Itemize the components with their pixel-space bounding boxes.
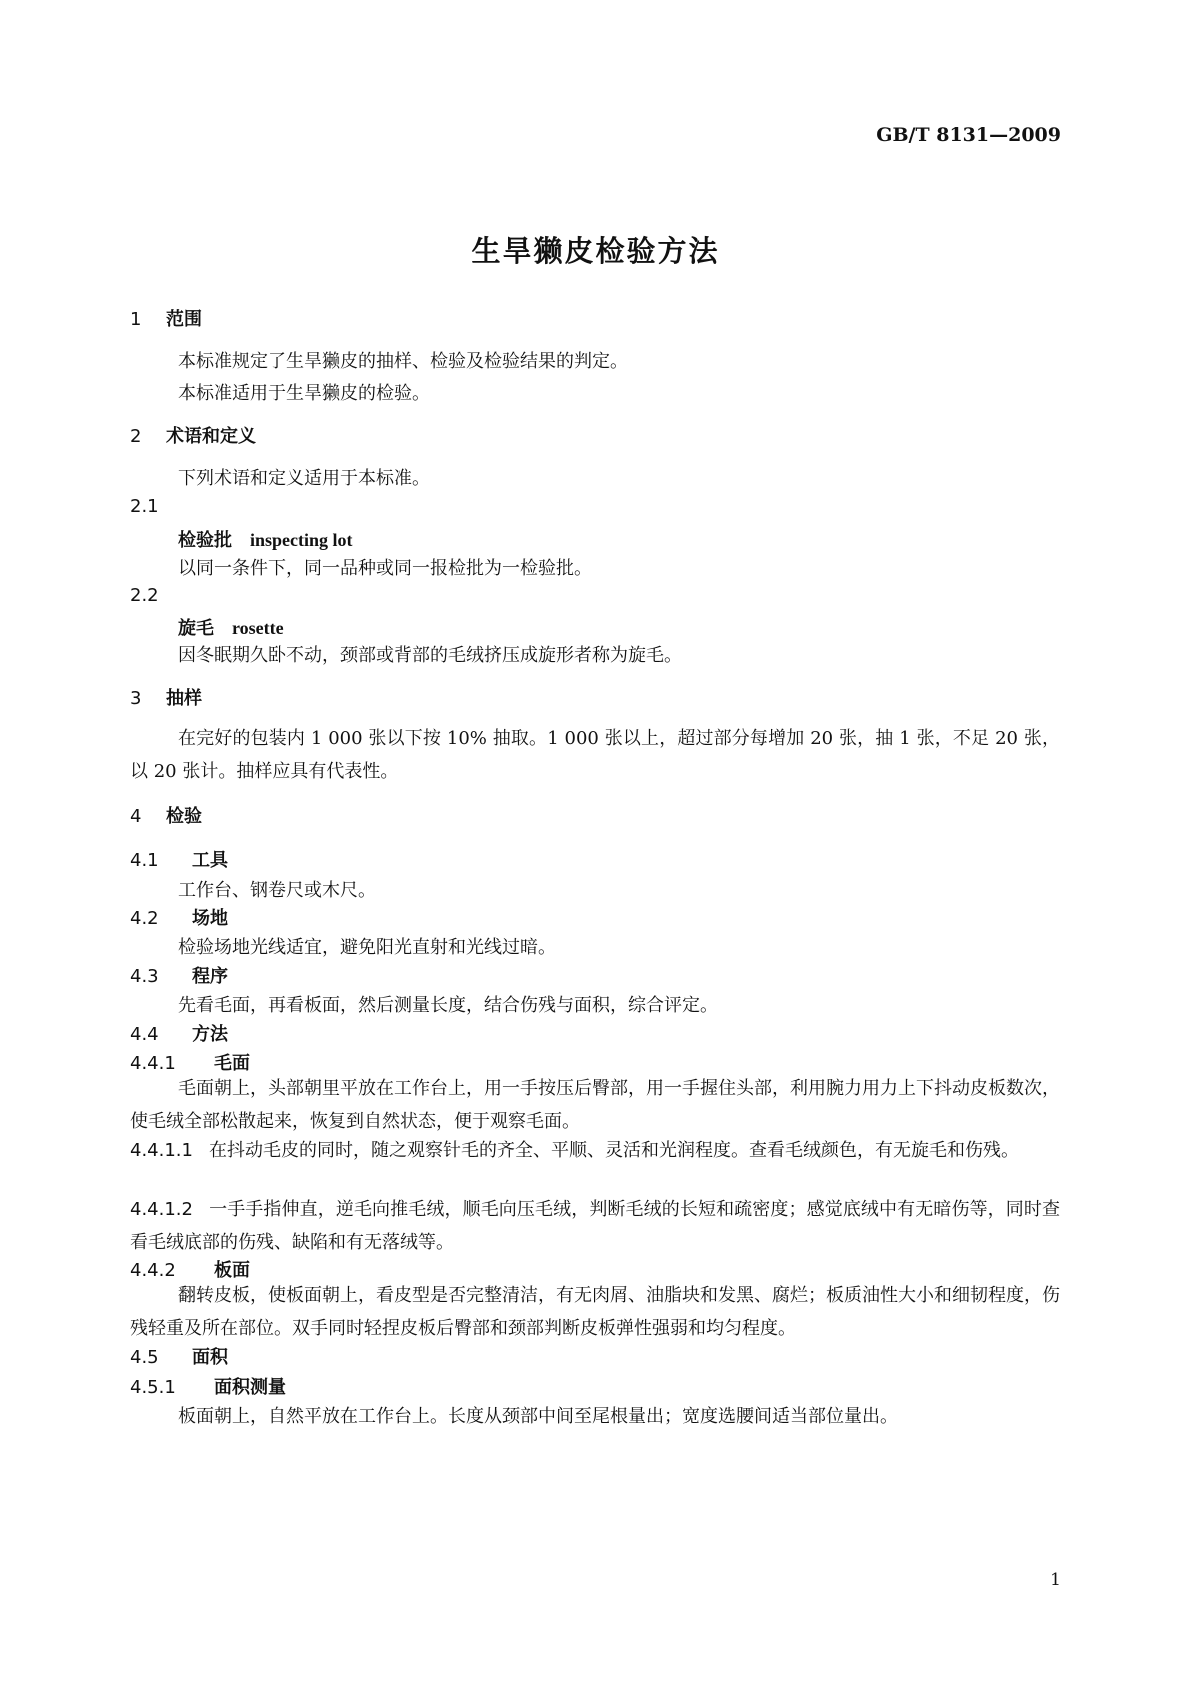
subsection-4-1-heading: [130, 846, 228, 872]
subsection-title: 面积: [192, 1347, 228, 1368]
term-en: inspecting lot: [250, 530, 353, 550]
subsection-number: 4.4.1: [130, 1053, 176, 1074]
subsection-number: 4.4: [130, 1024, 159, 1045]
section-number: 4: [130, 806, 142, 827]
subsection-number: 4.2: [130, 908, 159, 929]
term-number: 2.2: [130, 585, 159, 606]
section-title: 范围: [166, 309, 202, 330]
section-title: 术语和定义: [166, 426, 256, 447]
clause-number: 4.4.1.1: [130, 1140, 193, 1161]
section-title: 抽样: [166, 688, 202, 709]
subsection-4-3-heading: [130, 962, 228, 988]
subsection-title: 毛面: [214, 1053, 250, 1074]
section-number: 2: [130, 426, 142, 447]
subsection-number: 4.4.2: [130, 1260, 176, 1281]
section-1-heading: [130, 305, 202, 331]
page-number: 1: [1050, 1570, 1061, 1590]
subsection-number: 4.3: [130, 966, 159, 987]
paragraph: 检验场地光线适宜，避免阳光直射和光线过暗。: [178, 937, 556, 958]
term-number: 2.1: [130, 496, 159, 517]
clause-text: 在抖动毛皮的同时，随之观察针毛的齐全、平顺、灵活和光润程度。查看毛绒颜色，有无旋毛和伤残。: [208, 1140, 1019, 1161]
term-heading: [178, 614, 284, 640]
document-title: 生旱獭皮检验方法: [471, 234, 720, 268]
paragraph: 先看毛面，再看板面，然后测量长度，结合伤残与面积，综合评定。: [178, 995, 718, 1016]
subsection-4-5-heading: [130, 1343, 228, 1369]
paragraph: 在完好的包装内 1 000 张以下按 10% 抽取。1 000 张以上，超过部分每增加 20 张，抽 1 张，不足 20 张，以 20 张计。抽样应具有代表性。: [130, 728, 1060, 782]
term-en: rosette: [232, 618, 284, 638]
clause-text: 一手手指伸直，逆毛向推毛绒，顺毛向压毛绒，判断毛绒的长短和疏密度；感觉底绒中有无暗伤等，同时查看毛绒底部的伤残、缺陷和有无落绒等。: [130, 1199, 1060, 1253]
subsection-title: 场地: [192, 908, 228, 929]
clause-number: 4.4.1.2: [130, 1199, 193, 1220]
term-definition: 以同一条件下，同一品种或同一报检批为一检验批。: [178, 558, 592, 579]
paragraph: 板面朝上，自然平放在工作台上。长度从颈部中间至尾根量出；宽度选腰间适当部位量出。: [178, 1406, 898, 1427]
term-zh: 旋毛: [178, 618, 214, 639]
subsection-4-2-heading: [130, 904, 228, 930]
subsection-title: 面积测量: [214, 1377, 286, 1398]
paragraph: 下列术语和定义适用于本标准。: [178, 468, 430, 489]
paragraph: 翻转皮板，使板面朝上，看皮型是否完整清洁，有无肉屑、油脂块和发黑、腐烂；板质油性大小和细韧程度，伤残轻重及所在部位。双手同时轻捏皮板后臀部和颈部判断皮板弹性强弱和均匀程度。: [130, 1285, 1060, 1339]
section-4-heading: [130, 802, 202, 828]
clause-4-4-1-2: [130, 1193, 1060, 1259]
subsection-number: 4.1: [130, 850, 159, 871]
section-2-heading: [130, 422, 256, 448]
term-heading: [178, 526, 353, 552]
section-title: 检验: [166, 806, 202, 827]
subsection-title: 方法: [192, 1024, 228, 1045]
section-number: 3: [130, 688, 142, 709]
paragraph: 毛面朝上，头部朝里平放在工作台上，用一手按压后臀部，用一手握住头部，利用腕力用力上下抖动皮板数次，使毛绒全部松散起来，恢复到自然状态，便于观察毛面。: [130, 1078, 1060, 1132]
section-number: 1: [130, 309, 142, 330]
section-3-heading: [130, 684, 202, 710]
subsection-number: 4.5.1: [130, 1377, 176, 1398]
paragraph: 本标准规定了生旱獭皮的抽样、检验及检验结果的判定。: [178, 351, 628, 372]
subsection-title: 程序: [192, 966, 228, 987]
subsection-4-5-1-heading: [130, 1373, 286, 1399]
standard-number: GB/T 8131—2009: [876, 124, 1061, 146]
subsection-title: 板面: [214, 1260, 250, 1281]
subsection-number: 4.5: [130, 1347, 159, 1368]
clause-4-4-1-1: [130, 1134, 1060, 1167]
paragraph: 本标准适用于生旱獭皮的检验。: [178, 383, 430, 404]
subsection-4-4-heading: [130, 1020, 228, 1046]
term-zh: 检验批: [178, 530, 232, 551]
paragraph: 工作台、钢卷尺或木尺。: [178, 880, 376, 901]
term-definition: 因冬眠期久卧不动，颈部或背部的毛绒挤压成旋形者称为旋毛。: [178, 645, 682, 666]
subsection-title: 工具: [192, 850, 228, 871]
